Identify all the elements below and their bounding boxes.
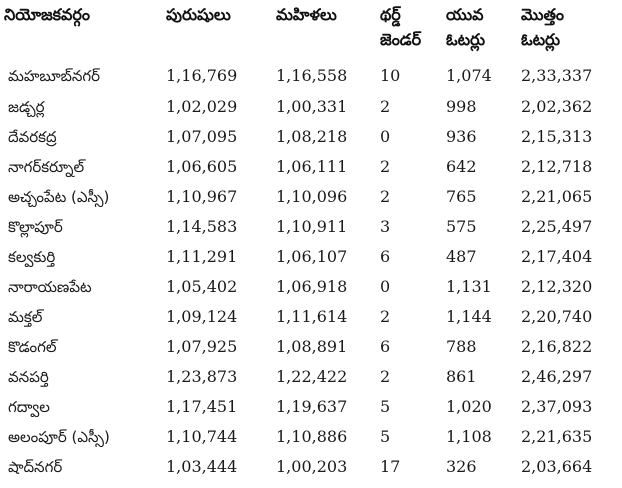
total-voters-cell: 2,21,635	[521, 427, 593, 446]
header-third-gender: థర్డ్ జెండర్	[380, 5, 422, 49]
table-row	[0, 242, 622, 272]
young-voters-cell: 998	[446, 97, 477, 116]
young-voters-cell: 487	[446, 247, 477, 266]
third-gender-cell: 5	[380, 397, 391, 416]
men-cell: 1,05,402	[166, 277, 238, 296]
women-cell: 1,16,558	[276, 66, 348, 85]
men-cell: 1,16,769	[166, 66, 238, 85]
women-cell: 1,06,107	[276, 247, 348, 266]
third-gender-cell: 3	[380, 217, 391, 236]
constituency-cell: నాగర్‌కర్నూల్	[8, 158, 85, 176]
total-voters-cell: 2,15,313	[521, 127, 593, 146]
young-voters-cell: 861	[446, 367, 477, 386]
total-voters-cell: 2,16,822	[521, 337, 593, 356]
young-voters-cell: 788	[446, 337, 477, 356]
women-cell: 1,00,331	[276, 97, 348, 116]
men-cell: 1,02,029	[166, 97, 238, 116]
table-row	[0, 92, 622, 122]
women-cell: 1,10,911	[276, 217, 348, 236]
men-cell: 1,09,124	[166, 307, 238, 326]
table-header-row	[0, 0, 622, 60]
header-men: పురుషులు	[166, 5, 231, 24]
young-voters-cell: 575	[446, 217, 477, 236]
constituency-cell: కొడంగల్	[8, 338, 57, 356]
women-cell: 1,10,096	[276, 187, 348, 206]
men-cell: 1,14,583	[166, 217, 238, 236]
women-cell: 1,06,111	[276, 157, 348, 176]
constituency-cell: అచ్చంపేట (ఎస్సీ)	[8, 188, 110, 206]
total-voters-cell: 2,02,362	[521, 97, 593, 116]
men-cell: 1,11,291	[166, 247, 238, 266]
men-cell: 1,03,444	[166, 457, 238, 476]
total-voters-cell: 2,12,718	[521, 157, 593, 176]
young-voters-cell: 1,108	[446, 427, 492, 446]
women-cell: 1,22,422	[276, 367, 348, 386]
third-gender-cell: 2	[380, 187, 391, 206]
table-row	[0, 452, 622, 482]
constituency-cell: షాద్‌నగర్	[8, 458, 63, 476]
third-gender-cell: 17	[380, 457, 401, 476]
third-gender-cell: 2	[380, 367, 391, 386]
third-gender-cell: 6	[380, 247, 391, 266]
men-cell: 1,07,095	[166, 127, 238, 146]
young-voters-cell: 936	[446, 127, 477, 146]
women-cell: 1,10,886	[276, 427, 348, 446]
young-voters-cell: 642	[446, 157, 477, 176]
third-gender-cell: 0	[380, 277, 391, 296]
third-gender-cell: 0	[380, 127, 391, 146]
constituency-cell: మహబూబ్‌నగర్	[8, 67, 101, 85]
young-voters-cell: 1,074	[446, 66, 492, 85]
header-women: మహిళలు	[276, 5, 337, 24]
young-voters-cell: 326	[446, 457, 477, 476]
third-gender-cell: 5	[380, 427, 391, 446]
women-cell: 1,19,637	[276, 397, 348, 416]
total-voters-cell: 2,21,065	[521, 187, 593, 206]
header-young-voters: యువ ఓటర్లు	[446, 5, 486, 49]
table-row	[0, 60, 622, 92]
constituency-cell: నారాయణపేట	[8, 278, 92, 296]
total-voters-cell: 2,37,093	[521, 397, 593, 416]
constituency-cell: కల్వకుర్తి	[8, 248, 56, 266]
men-cell: 1,17,451	[166, 397, 238, 416]
total-voters-cell: 2,46,297	[521, 367, 593, 386]
young-voters-cell: 1,020	[446, 397, 492, 416]
table-row	[0, 182, 622, 212]
young-voters-cell: 765	[446, 187, 477, 206]
table-row	[0, 392, 622, 422]
young-voters-cell: 1,131	[446, 277, 492, 296]
total-voters-cell: 2,17,404	[521, 247, 593, 266]
third-gender-cell: 2	[380, 157, 391, 176]
young-voters-cell: 1,144	[446, 307, 492, 326]
table-row	[0, 272, 622, 302]
men-cell: 1,06,605	[166, 157, 238, 176]
table-row	[0, 332, 622, 362]
third-gender-cell: 10	[380, 66, 401, 85]
table-row	[0, 302, 622, 332]
table-body	[0, 60, 622, 482]
total-voters-cell: 2,33,337	[521, 66, 593, 85]
constituency-cell: జడ్చర్ల	[8, 98, 45, 116]
constituency-cell: వనపర్తి	[8, 368, 49, 386]
third-gender-cell: 2	[380, 97, 391, 116]
women-cell: 1,00,203	[276, 457, 348, 476]
total-voters-cell: 2,20,740	[521, 307, 593, 326]
women-cell: 1,08,218	[276, 127, 348, 146]
women-cell: 1,08,891	[276, 337, 348, 356]
constituency-cell: దేవరకద్ర	[8, 128, 57, 146]
men-cell: 1,23,873	[166, 367, 238, 386]
total-voters-cell: 2,25,497	[521, 217, 593, 236]
table-row	[0, 122, 622, 152]
header-constituency: నియోజకవర్గం	[4, 5, 90, 24]
total-voters-cell: 2,12,320	[521, 277, 593, 296]
women-cell: 1,11,614	[276, 307, 348, 326]
constituency-cell: అలంపూర్ (ఎస్సీ)	[8, 428, 110, 446]
header-total-voters: మొత్తం ఓటర్లు	[521, 5, 565, 49]
table-row	[0, 362, 622, 392]
constituency-cell: కొల్లాపూర్	[8, 218, 63, 236]
table-row	[0, 152, 622, 182]
table-row	[0, 212, 622, 242]
table-row	[0, 422, 622, 452]
third-gender-cell: 2	[380, 307, 391, 326]
men-cell: 1,07,925	[166, 337, 238, 356]
men-cell: 1,10,744	[166, 427, 238, 446]
constituency-cell: గద్వాల	[8, 398, 50, 416]
total-voters-cell: 2,03,664	[521, 457, 593, 476]
third-gender-cell: 6	[380, 337, 391, 356]
women-cell: 1,06,918	[276, 277, 348, 296]
constituency-cell: మక్తల్	[8, 308, 43, 326]
men-cell: 1,10,967	[166, 187, 238, 206]
